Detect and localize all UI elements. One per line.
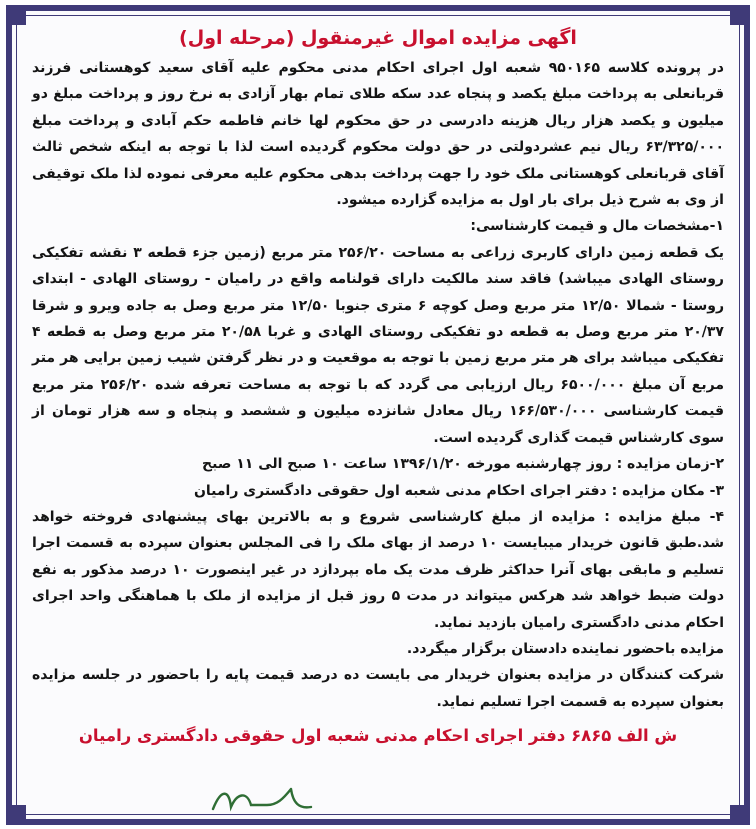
intro-paragraph: در پرونده کلاسه ۹۵۰۱۶۵ شعبه اول اجرای احکام مدنی محکوم علیه آقای سعید کوهستانی فرزند قربانعلی به پرداخت مبلغ یکصد و پنجاه عدد سکه طلای تمام بهار آزادی به نرخ روز و پرداخت مبلغ دو میلیون و یکصد هزار ریال هزینه دادرسی در حق محکوم لها خانم فاطمه حکم آبادی و پرداخت مبلغ ۶۳/۳۲۵/۰۰۰ ریال نیم عشردولتی در حق دولت محکوم گردیده است لذا با توجه به اینکه شخص ثالث آقای قربانعلی کوهستانی ملک خود را جهت پرداخت بدهی محکوم علیه معرفی نموده لذا ملک توقیفی از وی به شرح ذیل برای بار اول به مزایده گزارده میشود. (32, 60, 724, 209)
deposit-note: شرکت کنندگان در مزایده بعنوان خریدار می بایست ده درصد قیمت پایه را باحضور در جلسه مزایده بعنوان سپرده به قسمت اجرا تسلیم نماید. (32, 667, 724, 710)
handwritten-mark (207, 779, 317, 819)
section1-body: یک قطعه زمین دارای کاربری زراعی به مساحت ۲۵۶/۲۰ متر مربع (زمین جزء قطعه ۳ نقشه تفکیکی روستای الهادی میباشد) فاقد سند مالکیت دارای قولنامه واقع در رامیان - روستای الهادی - ابتدای روستا - شمالا ۱۲/۵۰ متر مربع وصل کوچه ۶ متری جنوبا ۱۲/۵۰ متر مربع وصل به جاده ویرو و شرقا ۲۰/۳۷ متر مربع وصل به قطعه دو تفکیکی روستای الهادی و غربا ۲۰/۵۸ متر مربع وصل به قطعه ۴ تفکیکی میباشد برای هر متر مربع زمین با توجه به موقعیت و در نظر گرفتن شیب زمین برایی هر متر مربع آن مبلغ ۶۵۰۰/۰۰۰ ریال ارزیابی می گردد که با توجه به مساحت تعرفه شده ۲۵۶/۲۰ متر مربع قیمت کارشناسی ۱۶۶/۵۳۰/۰۰۰ ریال معادل شانزده میلیون و ششصد و پنجاه و سه هزار تومان از سوی کارشناس قیمت گذاری گردیده است. (32, 244, 725, 446)
notice-title: اگهی مزایده اموال غیرمنقول (مرحله اول) (179, 27, 577, 49)
frame-corner (730, 5, 750, 25)
frame-corner (6, 5, 26, 25)
prosecutor-note: مزایده باحضور نماینده دادستان برگزار میگردد. (406, 640, 724, 657)
notice-frame (6, 5, 750, 825)
auction-place: ۳- مکان مزایده : دفتر اجرای احکام مدنی شعبه اول حقوقی دادگستری رامیان (193, 482, 724, 499)
frame-corner (730, 805, 750, 825)
auction-time: ۲-زمان مزایده : روز چهارشنبه مورخه ۱۳۹۶/۱/۲۰ ساعت ۱۰ صبح الی ۱۱ صبح (202, 456, 724, 473)
frame-corner (6, 805, 26, 825)
auction-amount: ۴- مبلغ مزایده : مزایده از مبلغ کارشناسی شروع و به بالاترین بهای پیشنهادی فروخته خواهد شد.طبق قانون خریدار میبایست ۱۰ درصد از بهای ملک را فی المجلس بعنوان سپرده به قسمت اجرا تسلیم و مابقی بهای آنرا حداکثر ظرف مدت یک ماه بپردازد در غیر اینصورت ۱۰ درصد مذکور به نفع دولت ضبط خواهد شد هرکس میتواند در مدت ۵ روز قبل از مزایده از ملک با هماهنگی واحد اجرای احکام مدنی دادگستری رامیان بازدید نماید. (32, 508, 725, 631)
notice-content (32, 23, 724, 809)
notice-footer: ش الف ۶۸۶۵ دفتر اجرای احکام مدنی شعبه اول حقوقی دادگستری رامیان (78, 726, 678, 746)
section1-heading: ۱-مشخصات مال و قیمت کارشناسی: (470, 218, 724, 235)
